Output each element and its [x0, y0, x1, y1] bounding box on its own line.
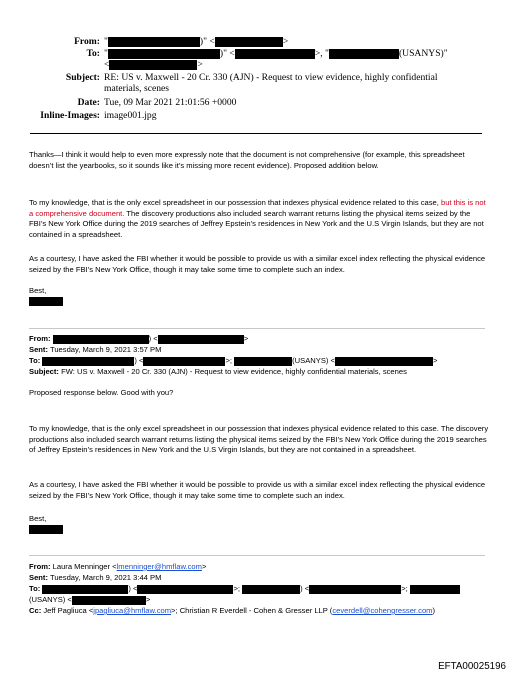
message-2-sent: Sent: Tuesday, March 9, 2021 3:57 PM	[29, 345, 162, 354]
message-2-subject: Subject: FW: US v. Maxwell - 20 Cr. 330 (AJN) - Request to view evidence, highly confidential materials, scenes	[29, 367, 407, 376]
message-2-paragraph-2: As a courtesy, I have asked the FBI whether it would be possible to provide us with a similar excel index reflecting the physical evidence seized by the FBI’s New York Office, though it may take some time to complete such an index.	[29, 480, 486, 500]
email-link[interactable]: jpagliuca@hmflaw.com	[93, 606, 172, 615]
redaction	[72, 596, 146, 605]
message-2-signoff: Best,	[29, 514, 489, 535]
message-1-paragraph-3: As a courtesy, I have asked the FBI whether it would be possible to provide us with a similar excel index reflecting the physical evidence seized by the FBI’s New York Office, though it may take some time to complete such an index.	[29, 254, 486, 274]
to-usanys: (USANYS)"	[398, 48, 448, 59]
message-3-from: From: Laura Menninger <lmenninger@hmflaw.com>	[29, 562, 207, 571]
message-separator	[29, 328, 485, 329]
email-link[interactable]: lmenninger@hmflaw.com	[116, 562, 202, 571]
message-1-body	[29, 150, 489, 171]
redaction	[335, 357, 433, 366]
date-value: Tue, 09 Mar 2021 21:01:56 +0000	[104, 97, 237, 108]
message-1-paragraph: Thanks—I think it would help to even more expressly note that the document is not comprehensive (for example, this spreadsheet doesn’t list the yearbooks, so it sounds like it’s missing more recent evidence). Proposed addition below.	[29, 150, 465, 170]
redaction	[215, 37, 283, 47]
message-1-paragraph-2: To my knowledge, that is the only excel spreadsheet in our possession that indexes physical evidence related to this case, but this is not a comprehensive document. The discovery productions also included search warrant returns listing the physical items seized by the FBI’s New York Office during the 2019 searches of Jeffrey Epstein’s residences in New York and the U.S Virgin Islands, but they are not contained in a spreadsheet.	[29, 198, 486, 239]
message-3-sent: Sent: Tuesday, March 9, 2021 3:44 PM	[29, 573, 162, 582]
redaction	[158, 335, 244, 344]
message-separator	[29, 555, 485, 556]
to-label: To:	[86, 48, 100, 59]
subject-value-line1: RE: US v. Maxwell - 20 Cr. 330 (AJN) - Request to view evidence, highly confidential	[104, 72, 438, 83]
subject-label: Subject:	[65, 72, 100, 83]
document-id: EFTA00025196	[438, 661, 506, 672]
from-label: From:	[74, 36, 100, 47]
email-link[interactable]: ceverdell@cohengresser.com	[332, 606, 433, 615]
message-2-from: From: ) < >	[29, 334, 249, 343]
message-3-to: To: ) < >; ) < >;	[29, 584, 460, 595]
message-2-paragraph-1: To my knowledge, that is the only excel spreadsheet in our possession that indexes physical evidence related to this case. The discovery productions also included search warrant returns listing the physical items seized by the FBI’s New York Office during the 2019 searches of Jeffrey Epstein’s residences in New York and the U.S Virgin Islands, but they are not contained in a spreadsheet.	[29, 424, 489, 455]
subject-value-line2: materials, scenes	[104, 83, 169, 94]
inline-images-value: image001.jpg	[104, 110, 157, 121]
date-label: Date:	[77, 97, 100, 108]
to-value-line2: < >	[104, 59, 203, 70]
highlighted-text: but this is not a comprehensive document.	[29, 198, 486, 218]
redaction	[410, 585, 460, 594]
header-divider	[30, 133, 482, 134]
redaction	[143, 357, 225, 366]
message-3-cc: Cc: Jeff Pagliuca <jpagliuca@hmflaw.com>; Christian R Everdell - Cohen & Gresser LLP (ceverdell@cohengresser.com)	[29, 606, 436, 615]
message-2-intro: Proposed response below. Good with you?	[29, 388, 174, 397]
from-value: " )" < >	[104, 36, 289, 47]
redaction	[242, 585, 300, 594]
redaction	[234, 357, 292, 366]
redaction	[29, 297, 63, 306]
to-value: " )" < >, " (USANYS)"	[104, 48, 448, 59]
redaction	[29, 525, 63, 534]
redaction	[235, 49, 315, 59]
message-2-to: To: ) < >; (USANYS) < >	[29, 356, 438, 365]
redaction	[109, 60, 197, 70]
inline-images-label: Inline-Images:	[40, 110, 100, 121]
redaction	[309, 585, 401, 594]
redaction	[108, 37, 200, 47]
message-3-to-line2: (USANYS) < >	[29, 595, 151, 604]
message-1-signoff: Best,	[29, 286, 489, 307]
redaction	[42, 357, 134, 366]
redaction	[53, 335, 149, 344]
redaction	[108, 49, 220, 59]
redaction	[42, 585, 128, 594]
redaction	[137, 585, 233, 594]
redaction	[329, 49, 399, 59]
